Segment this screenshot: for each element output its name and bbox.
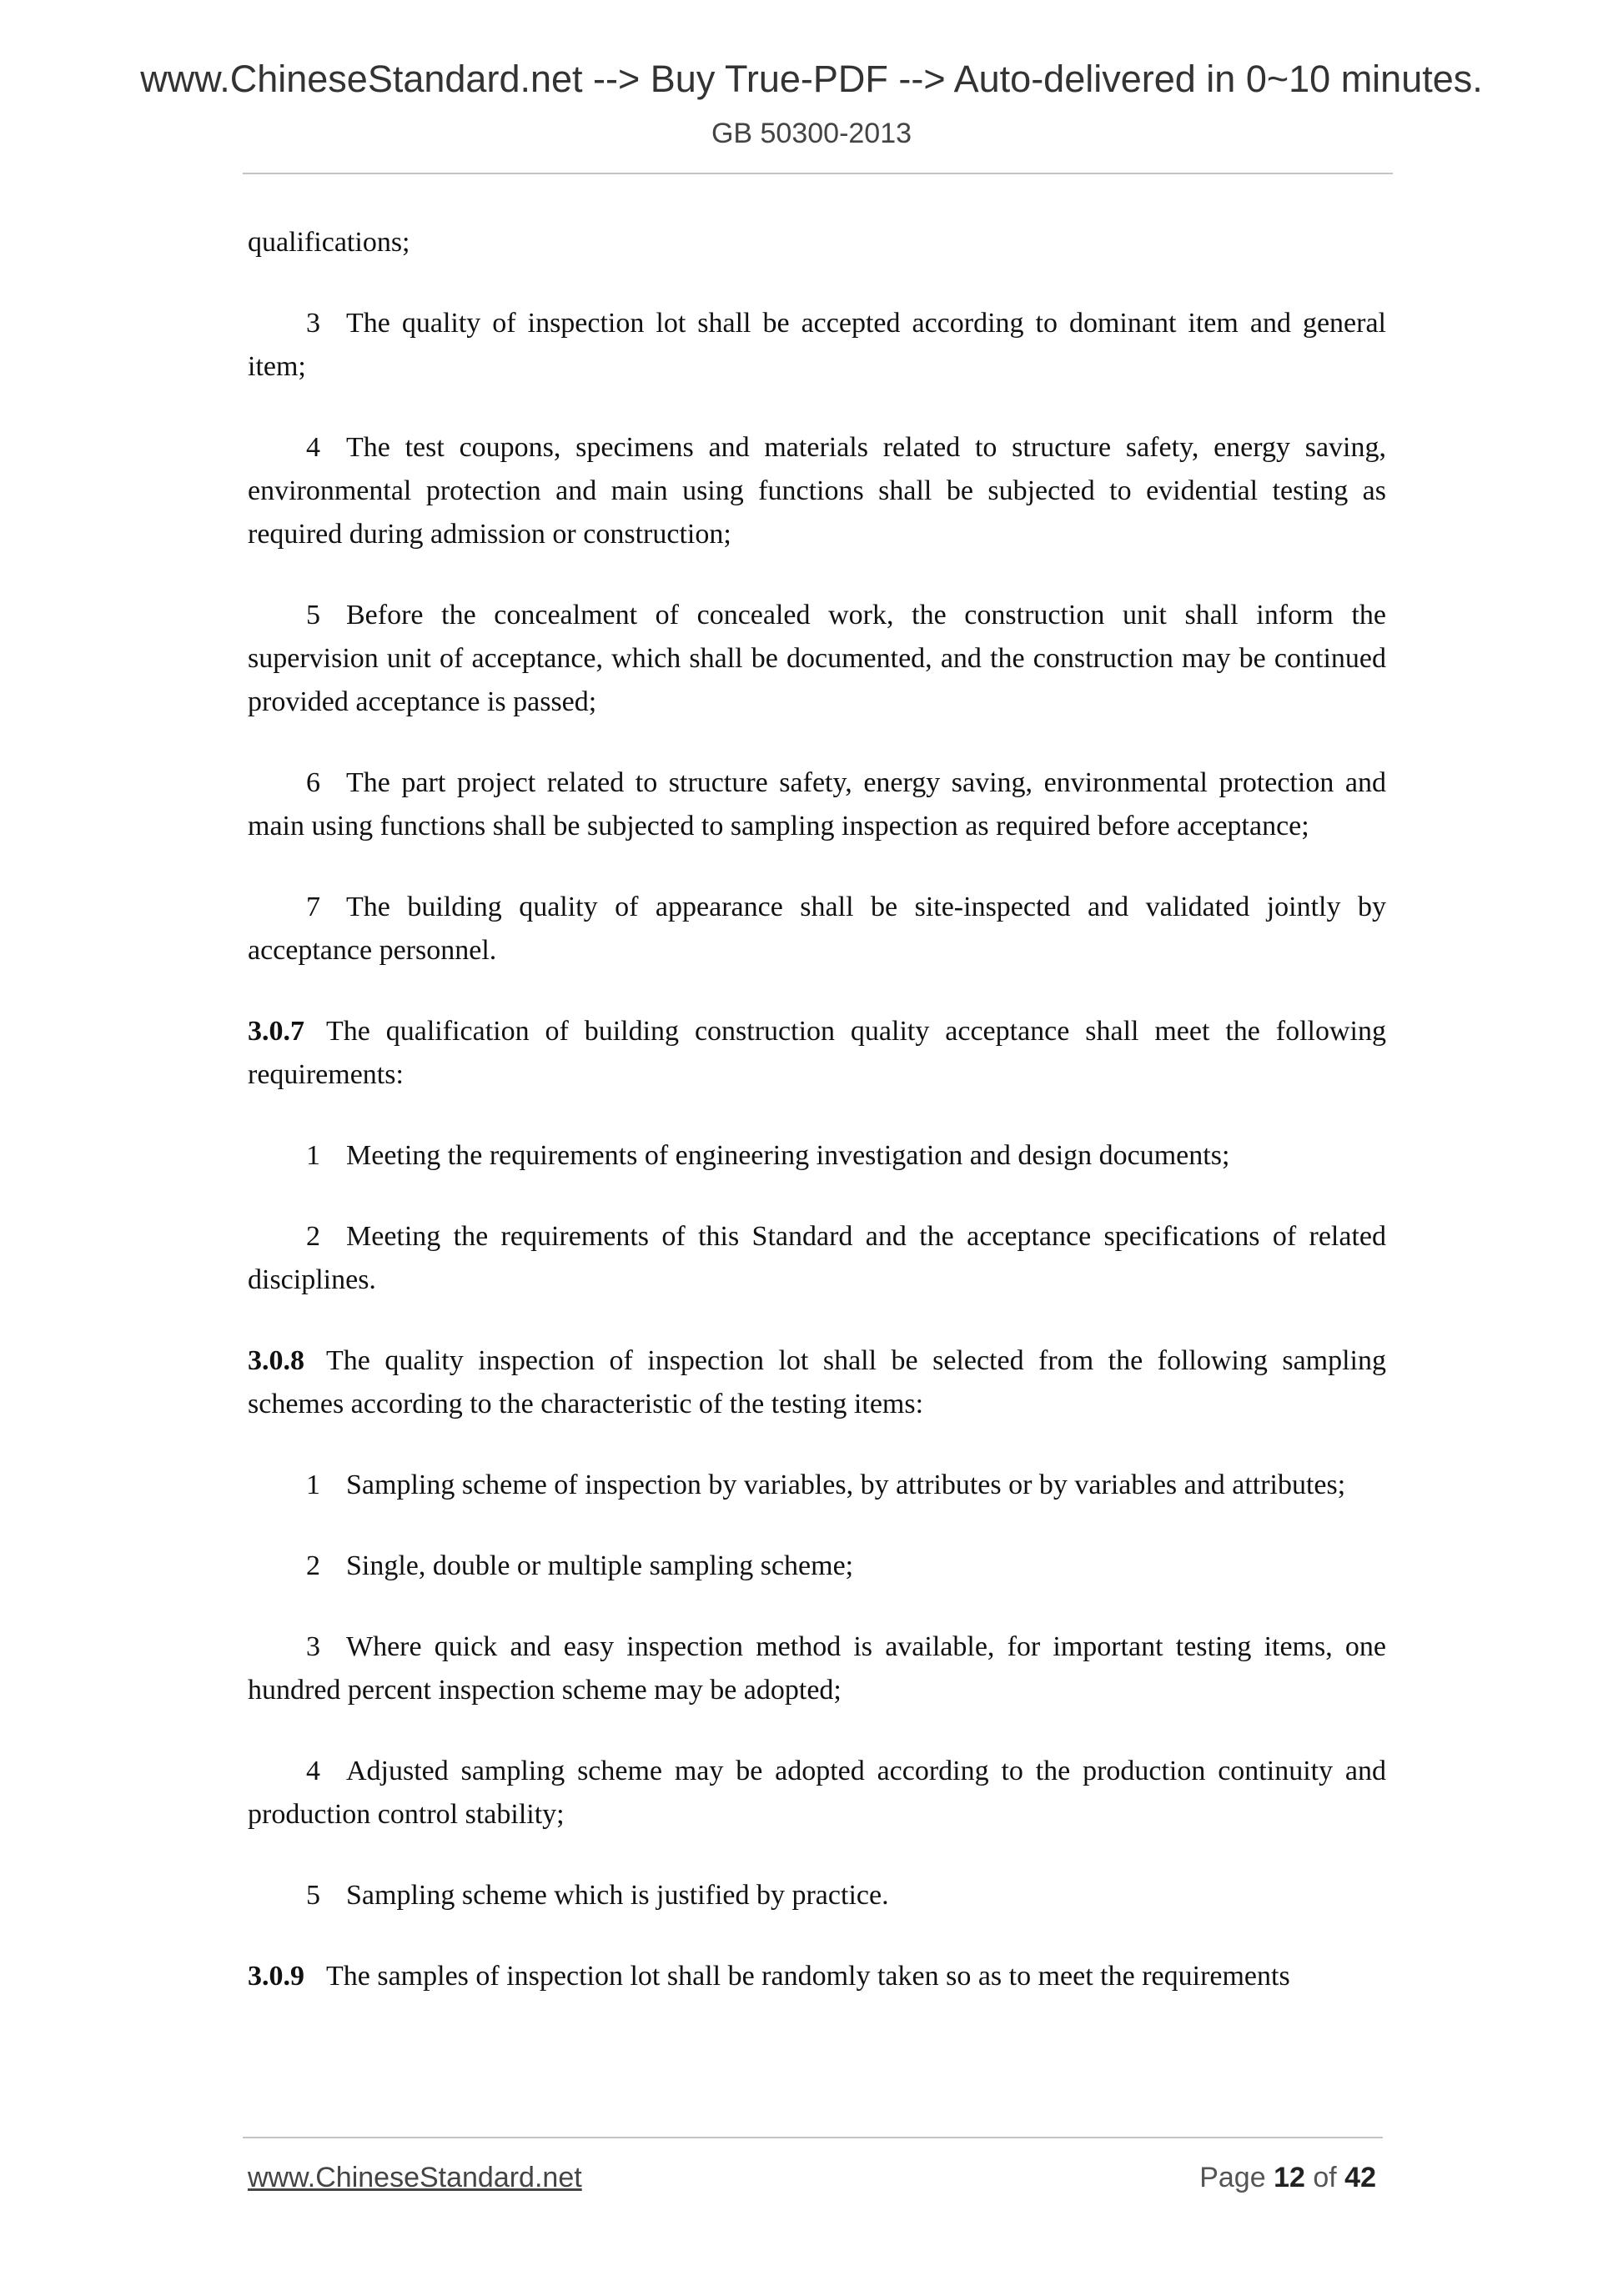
item-text: The test coupons, specimens and materials related to structure safety, energy saving, environmental protection and main using functions shall be subjected to evidential testing as required during admission or construction; [248, 432, 1386, 550]
clause-3-0-7 [248, 1010, 1386, 1097]
item-number: 6 [306, 767, 320, 798]
total-pages: 42 [1344, 2162, 1376, 2193]
clause-text: The samples of inspection lot shall be randomly taken so as to meet the requirements [326, 1961, 1290, 1992]
current-page: 12 [1274, 2162, 1305, 2193]
item-text: Sampling scheme of inspection by variables, by attributes or by variables and attributes; [346, 1470, 1346, 1500]
list-item [248, 886, 1386, 972]
clause-text: The quality inspection of inspection lot shall be selected from the following sampling schemes according to the characteristic of the testing items: [248, 1345, 1386, 1419]
item-text: The quality of inspection lot shall be accepted according to dominant item and general item; [248, 308, 1386, 382]
item-number: 3 [306, 1631, 320, 1662]
page-indicator [1199, 2163, 1376, 2192]
item-text: Adjusted sampling scheme may be adopted according to the production continuity and production control stability; [248, 1756, 1386, 1830]
item-number: 1 [306, 1470, 320, 1500]
item-text: Single, double or multiple sampling scheme; [346, 1550, 854, 1581]
item-number: 2 [306, 1550, 320, 1581]
item-number: 5 [306, 1880, 320, 1911]
item-text: Sampling scheme which is justified by practice. [346, 1880, 889, 1911]
list-item [248, 1215, 1386, 1302]
clause-number: 3.0.7 [248, 1016, 304, 1047]
list-item [248, 1750, 1386, 1836]
item-number: 4 [306, 1756, 320, 1786]
paragraph [248, 221, 1386, 264]
clause-number: 3.0.9 [248, 1961, 304, 1992]
clause-3-0-9 [248, 1955, 1386, 1998]
item-number: 2 [306, 1221, 320, 1252]
list-item [248, 594, 1386, 724]
item-number: 5 [306, 600, 320, 631]
item-text: Meeting the requirements of this Standard and the acceptance specifications of related disciplines. [248, 1221, 1386, 1295]
item-number: 7 [306, 892, 320, 922]
document-body [248, 221, 1386, 1998]
item-text: Before the concealment of concealed work, the construction unit shall inform the supervision unit of acceptance, which shall be documented, and the construction may be continued provided acceptance is passed; [248, 600, 1386, 717]
standard-code: GB 50300-2013 [711, 118, 912, 149]
clause-text: The qualification of building construction quality acceptance shall meet the following requirements: [248, 1016, 1386, 1090]
list-item [248, 1625, 1386, 1712]
item-text: Where quick and easy inspection method is available, for important testing items, one hundred percent inspection scheme may be adopted; [248, 1631, 1386, 1706]
item-number: 1 [306, 1140, 320, 1171]
list-item [248, 1464, 1386, 1507]
list-item [248, 1545, 1386, 1588]
clause-number: 3.0.8 [248, 1345, 304, 1376]
footer-divider [243, 2137, 1383, 2138]
item-text: The building quality of appearance shall be site-inspected and validated jointly by acceptance personnel. [248, 892, 1386, 966]
footer-site-link[interactable]: www.ChineseStandard.net [248, 2162, 582, 2193]
item-text: The part project related to structure safety, energy saving, environmental protection and main using functions shall be subjected to sampling inspection as required before acceptance; [248, 767, 1386, 842]
header-banner[interactable]: www.ChineseStandard.net --> Buy True-PDF --> Auto-delivered in 0~10 minutes. [140, 58, 1483, 100]
list-item [248, 761, 1386, 848]
list-item [248, 1874, 1386, 1917]
item-number: 3 [306, 308, 320, 339]
page-label: Page [1199, 2162, 1266, 2193]
list-item [248, 302, 1386, 389]
list-item [248, 1134, 1386, 1178]
header-divider [243, 173, 1393, 174]
page-of: of [1313, 2162, 1337, 2193]
list-item [248, 426, 1386, 556]
item-text: Meeting the requirements of engineering investigation and design documents; [346, 1140, 1230, 1171]
paragraph-text: qualifications; [248, 227, 410, 258]
item-number: 4 [306, 432, 320, 463]
clause-3-0-8 [248, 1339, 1386, 1426]
